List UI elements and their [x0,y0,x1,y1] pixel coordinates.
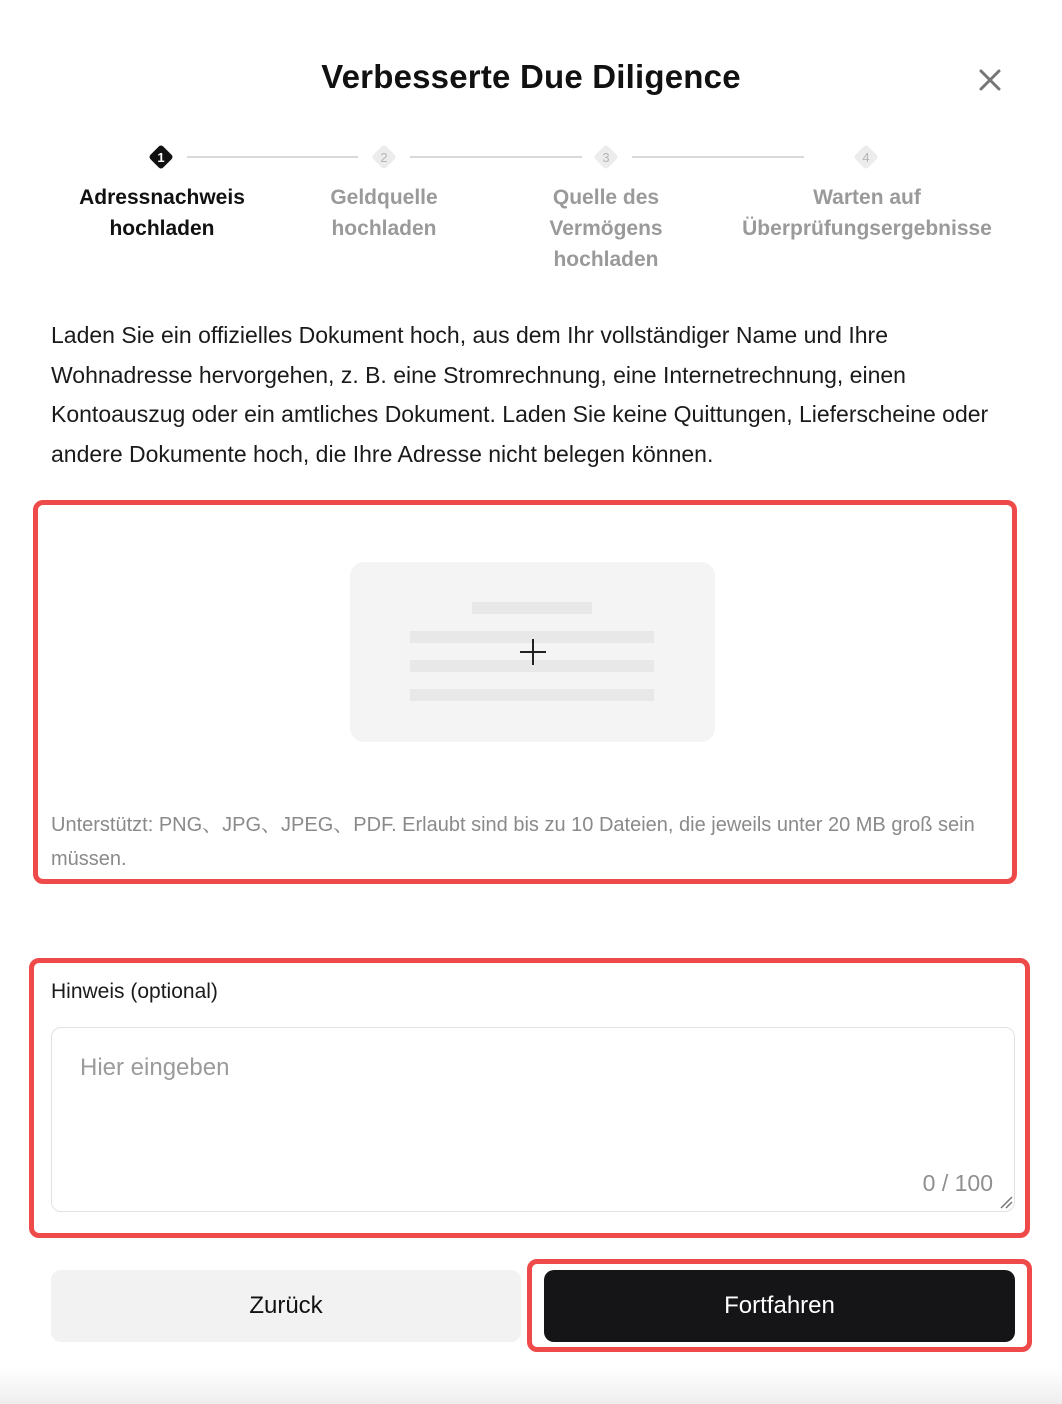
step-1-label: Adressnachweis hochladen [79,186,245,240]
character-counter: 0 / 100 [922,1170,993,1196]
close-icon [978,68,1002,92]
step-4-indicator [853,144,879,170]
step-1-indicator [148,144,174,170]
step-4-label: Warten auf Überprüfungsergebnisse [742,186,992,240]
instructions-text: Laden Sie ein offizielles Dokument hoch, aus dem Ihr vollständiger Name und Ihre Wohnadresse hervorgehen, z. B. eine Stromrechnung, eine Internetrechnung, einen Kontoauszug oder ein amtliches Dokument. Laden Sie keine Quittungen, Lieferscheine oder andere Dokumente hoch, die Ihre Adresse nicht belegen können. [51,322,989,467]
svg-text:3: 3 [602,150,610,165]
note-label: Hinweis (optional) [51,980,218,1003]
svg-text:2: 2 [380,150,388,165]
bottom-shadow [0,1368,1062,1404]
placeholder-line [472,602,592,614]
placeholder-line [410,689,654,701]
step-connector [187,156,358,158]
step-2-indicator [371,144,397,170]
modal-title: Verbesserte Due Diligence [321,58,741,95]
step-3-label: Quelle des Vermögens hochladen [549,186,663,271]
back-button[interactable]: Zurück [51,1270,521,1342]
plus-icon [518,637,548,667]
supported-formats-text: Unterstützt: PNG、JPG、JPEG、PDF. Erlaubt sind bis zu 10 Dateien, die jeweils unter 20 MB groß sein müssen. [51,814,975,870]
step-3-indicator [593,144,619,170]
step-2-label: Geldquelle hochladen [330,186,438,240]
svg-text:1: 1 [157,150,165,165]
continue-button[interactable]: Fortfahren [544,1270,1015,1342]
step-connector [632,156,804,158]
svg-text:4: 4 [862,150,870,165]
close-button[interactable] [970,60,1010,100]
upload-button[interactable] [350,562,715,742]
resize-handle-icon[interactable] [997,1193,1013,1209]
note-textarea[interactable] [51,1027,1015,1212]
step-connector [410,156,582,158]
